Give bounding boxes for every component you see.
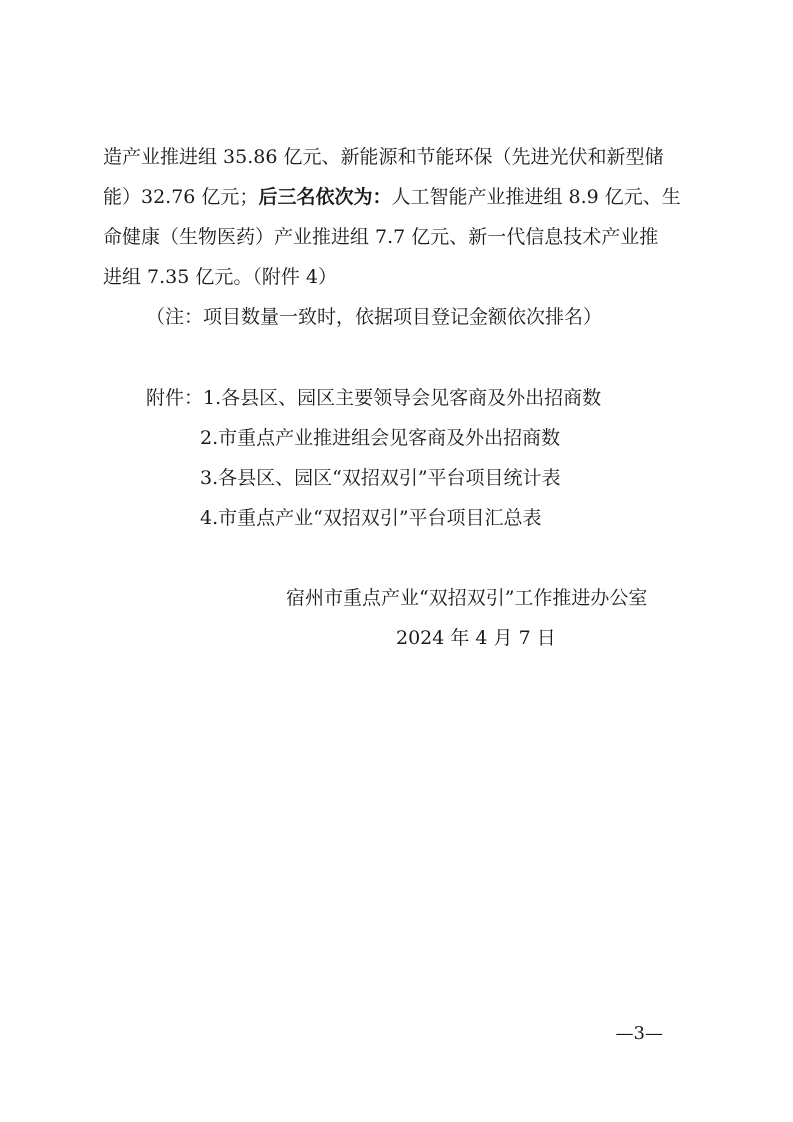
- paragraph-line-2-start: 能）32.76 亿元；: [103, 186, 259, 208]
- attachment-item-3: 3.各县区、园区“双招双引”平台项目统计表: [200, 467, 561, 489]
- page-number: —3—: [615, 1023, 663, 1044]
- attachment-item-4: 4.市重点产业“双招双引”平台项目汇总表: [200, 507, 542, 529]
- paragraph-line-2: [103, 185, 681, 209]
- attachment-item-2: 2.市重点产业推进组会见客商及外出招商数: [200, 427, 561, 449]
- paragraph-line-1: 造产业推进组 35.86 亿元、新能源和节能环保（先进光伏和新型储: [103, 146, 664, 168]
- attachments-label-row: [146, 386, 601, 410]
- paragraph-line-4: 进组 7.35 亿元。（附件 4）: [103, 266, 338, 288]
- attachment-item-1: 1.各县区、园区主要领导会见客商及外出招商数: [203, 387, 602, 409]
- paragraph-line-3: 命健康（生物医药）产业推进组 7.7 亿元、新一代信息技术产业推: [103, 226, 659, 248]
- paragraph-line-2-end: 人工智能产业推进组 8.9 亿元、生: [391, 186, 681, 208]
- bold-phrase: 后三名依次为：: [258, 186, 392, 208]
- ranking-note: （注：项目数量一致时，依据项目登记金额依次排名）: [146, 306, 603, 328]
- attachments-label: 附件：: [146, 387, 204, 409]
- signature-date: 2024 年 4 月 7 日: [396, 627, 556, 649]
- signature-organization: 宿州市重点产业“双招双引”工作推进办公室: [286, 587, 648, 609]
